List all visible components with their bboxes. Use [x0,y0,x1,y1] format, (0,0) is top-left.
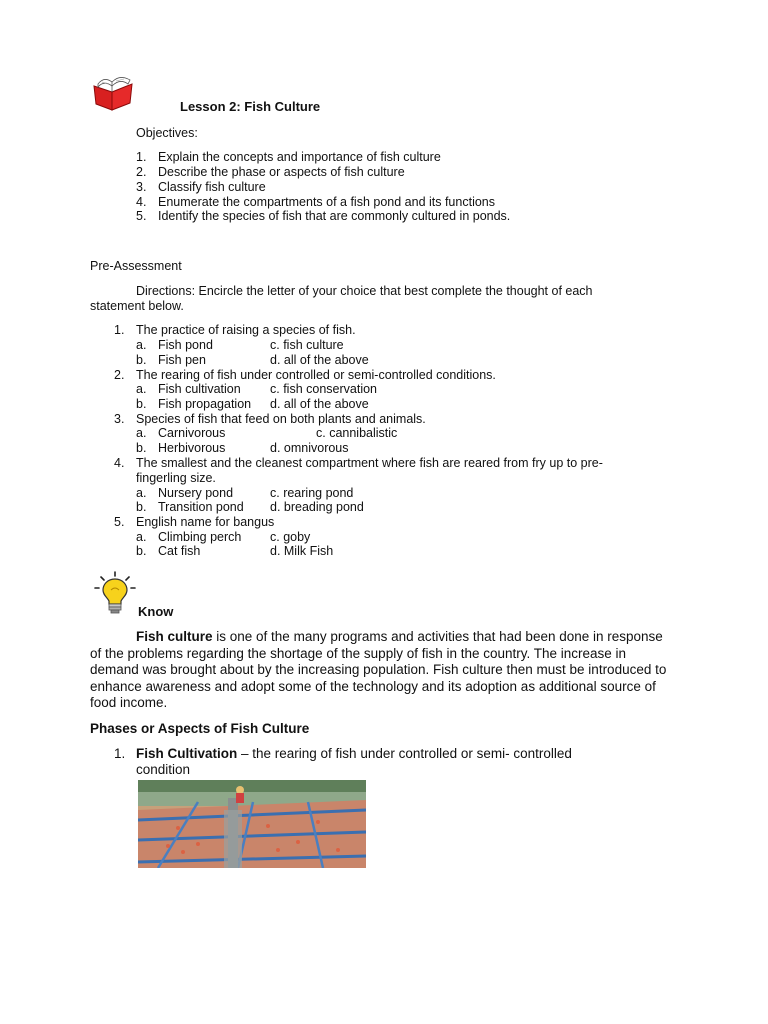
know-title: Know [138,604,174,619]
fish-cultivation-term: Fish Cultivation [136,746,238,761]
question-cont: fingerling size. [136,471,216,485]
preassessment-label: Pre-Assessment [90,259,182,273]
fish-cage-photo [138,780,366,868]
lightbulb-icon [92,570,138,616]
lesson-title: Lesson 2: Fish Culture [180,99,321,114]
fish-cultivation-definition: – the rearing of fish under controlled or semi- controlled [237,746,572,761]
phases-title: Phases or Aspects of Fish Culture [90,721,310,736]
objectives-label: Objectives: [136,126,198,140]
fish-cultivation-definition-cont: condition [136,762,191,777]
directions-text: Directions: Encircle the letter of your choice that best complete the thought of each [136,284,593,298]
directions-text-cont: statement below. [90,299,184,313]
book-icon [90,72,136,112]
know-paragraph-text: is one of the many programs and activities that had been done in response of the problems regarding the shortage of the supply of fish in the country. The increase in demand was brought about by the increasing population. Fish culture then must be introduced to enhance awareness and adopt some of the technology and its adoption as additional source of food income. [90,629,667,710]
fish-culture-term: Fish culture [136,629,213,644]
know-paragraph [90,629,675,712]
